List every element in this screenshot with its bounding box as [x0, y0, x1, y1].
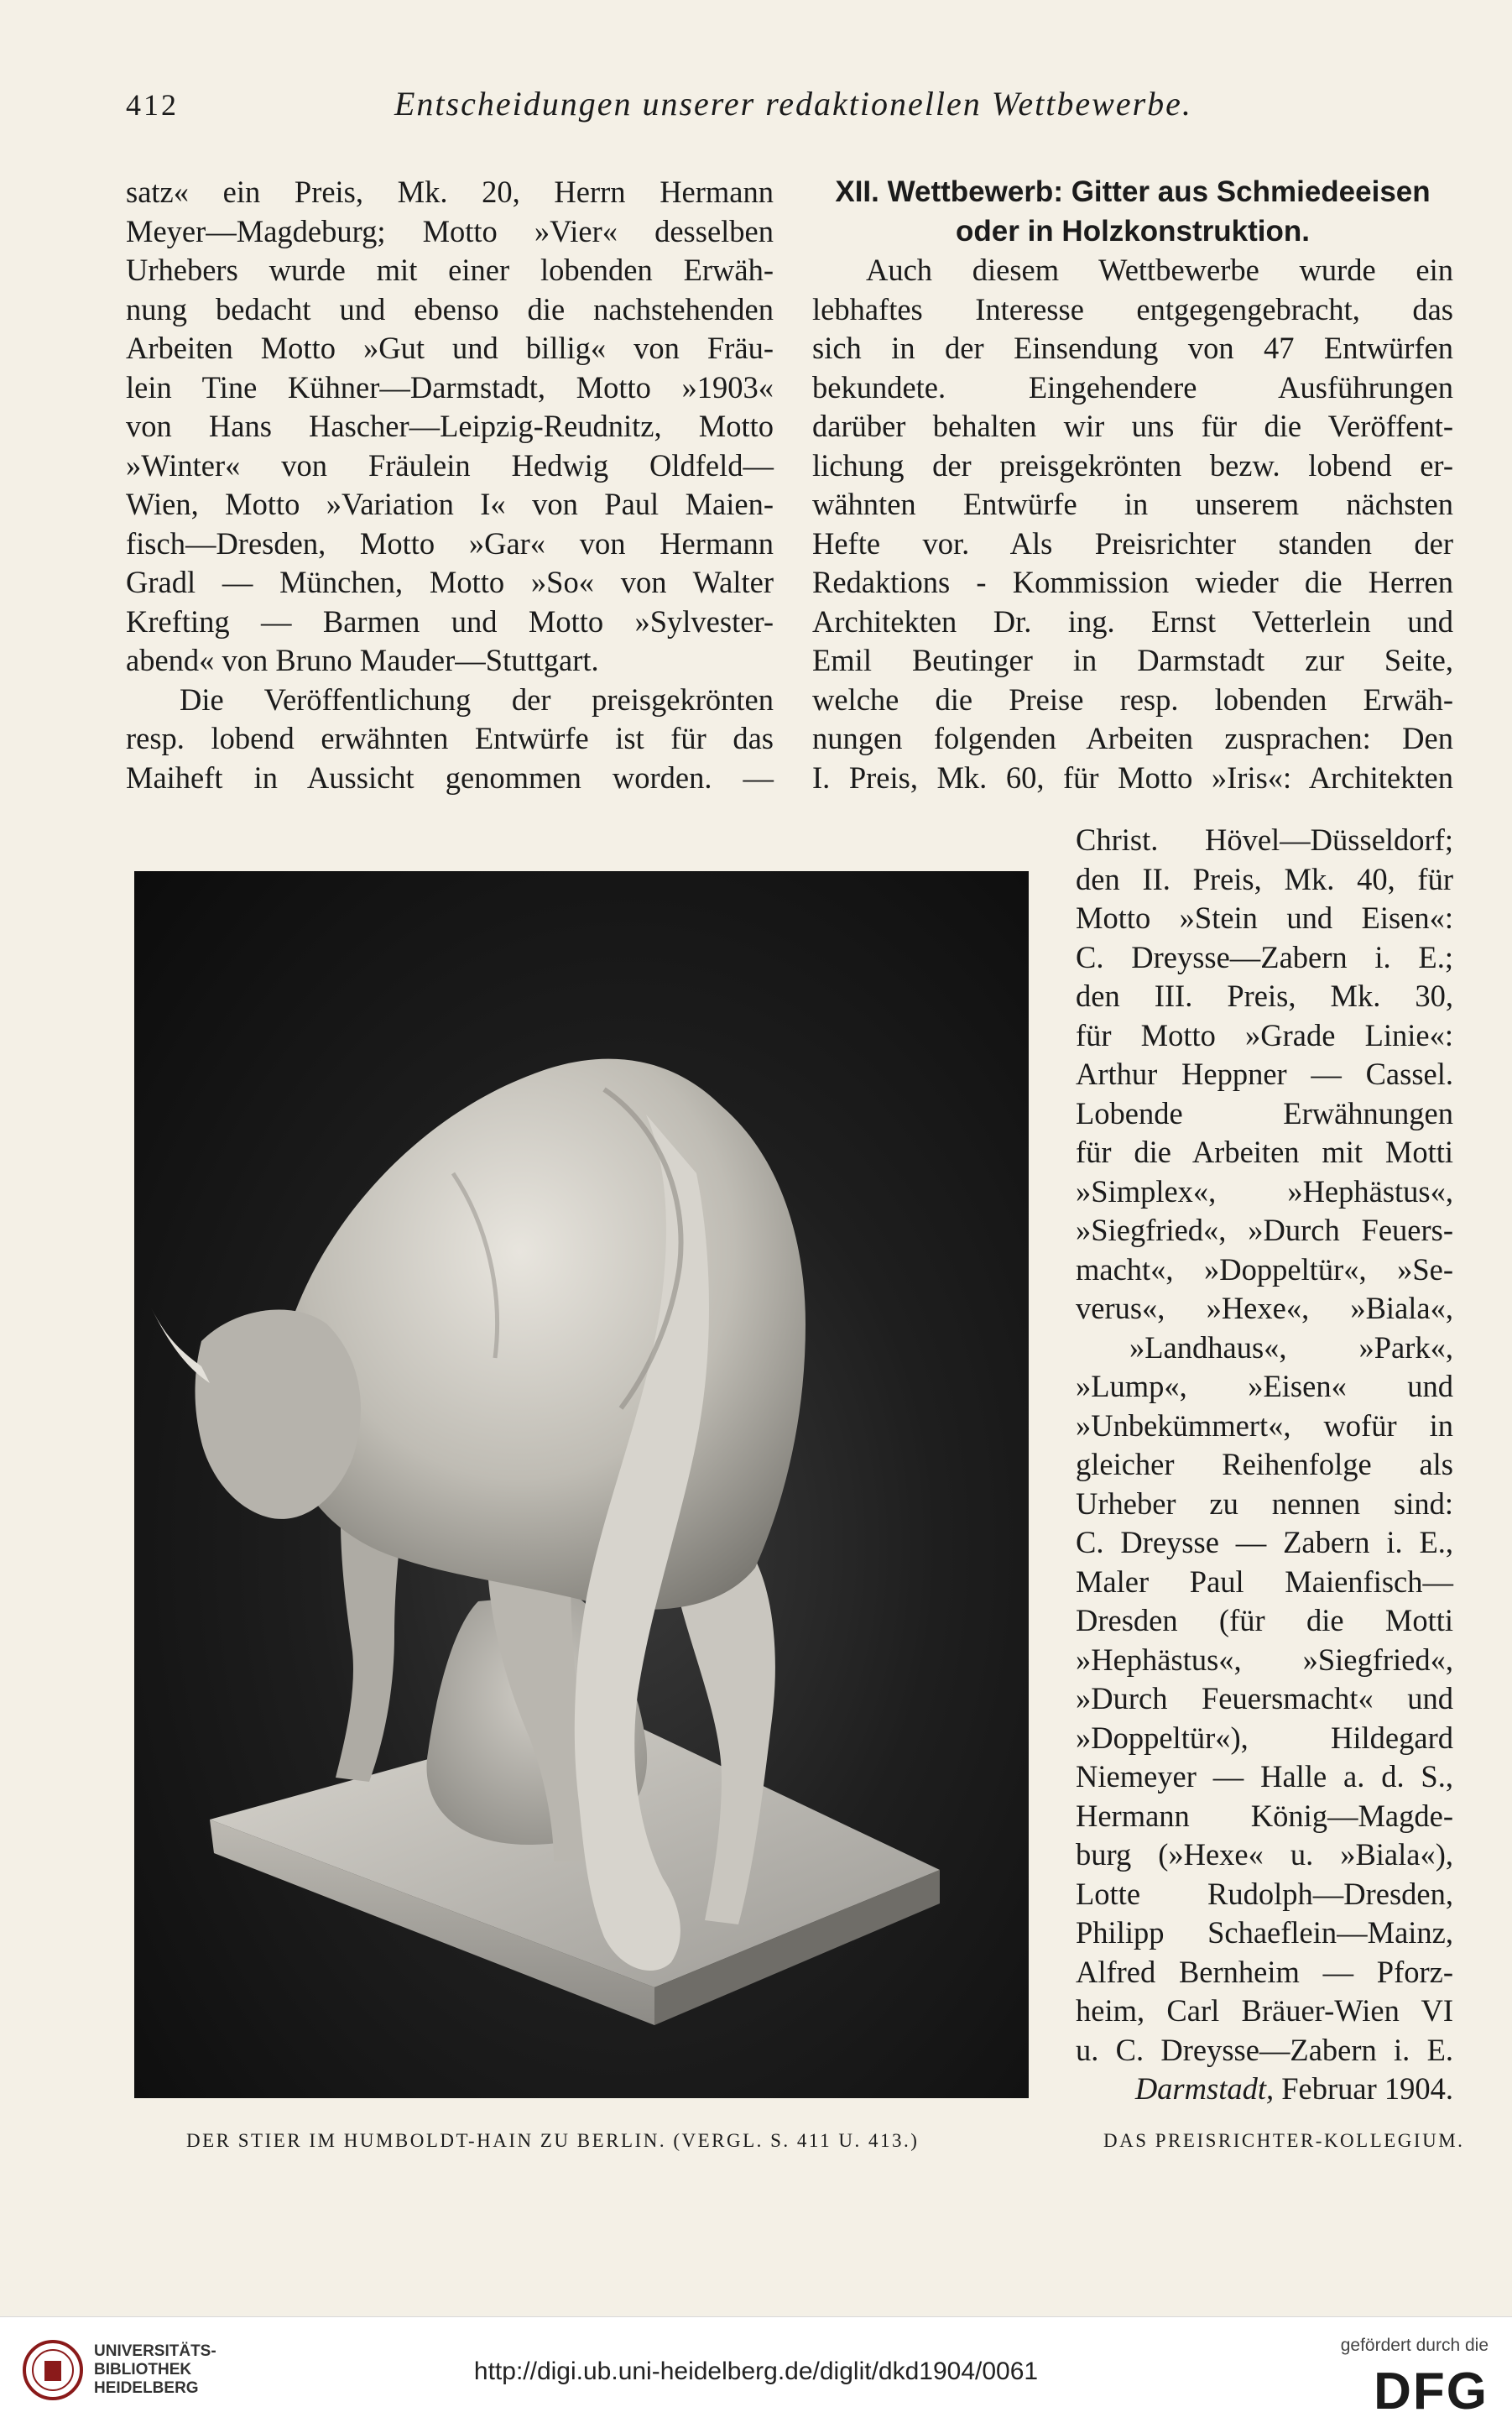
- text-line: Arthur Heppner — Cassel.: [1076, 1057, 1453, 1091]
- text-line: fisch—Dresden, Motto »Gar« von Hermann: [126, 525, 774, 561]
- text-line: von Hans Hascher—Leipzig-Reudnitz, Motto: [126, 409, 774, 443]
- text-line: burg (»Hexe« u. »Biala«),: [1076, 1837, 1453, 1872]
- text-line: Redaktions - Kommission wieder die Herren: [812, 565, 1453, 599]
- text-line: macht«, »Doppeltür«, »Se-: [1076, 1251, 1453, 1287]
- section-heading-line2: oder in Holzkonstruktion.: [956, 214, 1310, 248]
- left-text-column: [126, 173, 774, 797]
- text-line: bekundete. Eingehendere Ausführungen: [812, 369, 1453, 405]
- text-line: Maiheft in Aussicht genommen worden. —: [126, 760, 774, 795]
- text-line: »Hephästus«, »Siegfried«,: [1076, 1642, 1453, 1677]
- page-number: 412: [126, 88, 179, 122]
- signature-place: Darmstadt,: [1134, 2071, 1275, 2106]
- text-line: Wien, Motto »Variation I« von Paul Maien-: [126, 487, 774, 521]
- text-line: »Winter« von Fräulein Hedwig Oldfeld—: [126, 447, 774, 483]
- text-line: Niemeyer — Halle a. d. S.,: [1076, 1759, 1453, 1794]
- text-line: Maler Paul Maienfisch—: [1076, 1564, 1453, 1599]
- text-line: darüber behalten wir uns für die Veröffent-: [812, 409, 1453, 443]
- text-line: C. Dreysse — Zabern i. E.,: [1076, 1525, 1453, 1559]
- university-name-line: BIBLIOTHEK: [94, 2361, 192, 2378]
- text-line: »Unbekümmert«, wofür in: [1076, 1407, 1453, 1443]
- text-line: »Lump«, »Eisen« und: [1076, 1369, 1453, 1403]
- text-line: abend« von Bruno Mauder—Stuttgart.: [126, 643, 599, 677]
- text-line: »Durch Feuersmacht« und: [1076, 1681, 1453, 1715]
- text-line: Meyer—Magdeburg; Motto »Vier« desselben: [126, 213, 774, 248]
- text-line: gleicher Reihenfolge als: [1076, 1447, 1453, 1481]
- photo-caption: DER STIER IM HUMBOLDT-HAIN ZU BERLIN. (VERGL. S. 411 U. 413.): [186, 2130, 920, 2151]
- text-line: für die Arbeiten mit Motti: [1076, 1135, 1453, 1169]
- right-text-column: [812, 173, 1453, 797]
- text-line: C. Dreysse—Zabern i. E.;: [1076, 939, 1453, 974]
- text-line: Die Veröffentlichung der preisgekrönten: [180, 681, 774, 717]
- text-line: Philipp Schaeflein—Mainz,: [1076, 1915, 1453, 1950]
- text-line: Urheber zu nennen sind:: [1076, 1486, 1453, 1521]
- signature-line: [1076, 2070, 1453, 2109]
- dfg-logo: DFG: [1374, 2363, 1489, 2420]
- university-name-line: UNIVERSITÄTS-: [94, 2342, 216, 2360]
- text-line: »Doppeltür«), Hildegard: [1076, 1720, 1453, 1755]
- text-line: sich in der Einsendung von 47 Entwürfen: [812, 331, 1453, 365]
- text-line: für Motto »Grade Linie«:: [1076, 1017, 1453, 1052]
- right-narrow-column: [1076, 821, 1453, 2109]
- text-line: Hermann König—Magde-: [1076, 1798, 1453, 1833]
- text-line: »Siegfried«, »Durch Feuers-: [1076, 1213, 1453, 1247]
- text-line: Dresden (für die Motti: [1076, 1603, 1453, 1637]
- digitization-footer: [0, 2316, 1512, 2428]
- text-line: den III. Preis, Mk. 30,: [1076, 979, 1453, 1013]
- text-line: Hefte vor. Als Preisrichter standen der: [812, 525, 1453, 561]
- text-line: nungen folgenden Arbeiten zusprachen: Den: [812, 721, 1453, 755]
- text-line: den II. Preis, Mk. 40, für: [1076, 861, 1453, 896]
- text-line: Auch diesem Wettbewerbe wurde ein: [866, 253, 1453, 287]
- text-line: Urhebers wurde mit einer lobenden Erwäh-: [126, 253, 774, 287]
- text-line: lein Tine Kühner—Darmstadt, Motto »1903«: [126, 369, 774, 405]
- text-line: Alfred Bernheim — Pforz-: [1076, 1954, 1453, 1989]
- permalink[interactable]: http://digi.ub.uni-heidelberg.de/diglit/dkd1904/0061: [473, 2358, 1039, 2385]
- text-line: lichung der preisgekrönten bezw. lobend er-: [812, 447, 1453, 483]
- bull-head: [196, 1310, 362, 1519]
- text-line: heim, Carl Bräuer-Wien VI: [1076, 1993, 1453, 2028]
- text-line: lebhaftes Interesse entgegengebracht, das: [812, 291, 1453, 326]
- funding-note: gefördert durch die: [1340, 2336, 1489, 2355]
- running-head: Entscheidungen unserer redaktionellen Wettbewerbe.: [394, 85, 1192, 123]
- jury-caption: DAS PREISRICHTER-KOLLEGIUM.: [1103, 2130, 1465, 2151]
- bull-sculpture-illustration: [134, 871, 1029, 2098]
- text-line: Emil Beutinger in Darmstadt zur Seite,: [812, 643, 1453, 677]
- text-line: Christ. Hövel—Düsseldorf;: [1076, 822, 1453, 857]
- text-line: resp. lobend erwähnten Entwürfe ist für das: [126, 721, 774, 755]
- text-line: Krefting — Barmen und Motto »Sylvester-: [126, 603, 774, 639]
- text-line: nung bedacht und ebenso die nachstehenden: [126, 291, 774, 326]
- bull-body: [285, 1059, 806, 1610]
- text-line: welche die Preise resp. lobenden Erwäh-: [812, 681, 1453, 717]
- text-line: u. C. Dreysse—Zabern i. E.: [1076, 2032, 1453, 2067]
- text-line: Architekten Dr. ing. Ernst Vetterlein und: [812, 603, 1453, 639]
- text-line: »Landhaus«, »Park«,: [1129, 1329, 1453, 1365]
- text-line: Motto »Stein und Eisen«:: [1076, 901, 1453, 935]
- text-line: I. Preis, Mk. 60, für Motto »Iris«: Architekten: [812, 760, 1453, 795]
- text-line: satz« ein Preis, Mk. 20, Herrn Hermann: [126, 175, 774, 209]
- text-line: »Simplex«, »Hephästus«,: [1076, 1173, 1453, 1209]
- text-line: Gradl — München, Motto »So« von Walter: [126, 565, 774, 599]
- section-heading: XII. Wettbewerb: Gitter aus Schmiedeeisen: [835, 175, 1431, 208]
- university-name-line: HEIDELBERG: [94, 2379, 199, 2397]
- text-line: wähnten Entwürfe in unserem nächsten: [812, 487, 1453, 521]
- text-line: Lotte Rudolph—Dresden,: [1076, 1876, 1453, 1911]
- text-line: Lobende Erwähnungen: [1076, 1095, 1453, 1130]
- signature-date: Februar 1904.: [1274, 2071, 1453, 2106]
- text-line: verus«, »Hexe«, »Biala«,: [1076, 1291, 1453, 1325]
- text-line: Arbeiten Motto »Gut und billig« von Fräu-: [126, 331, 774, 365]
- bull-sculpture-photo: [134, 871, 1029, 2098]
